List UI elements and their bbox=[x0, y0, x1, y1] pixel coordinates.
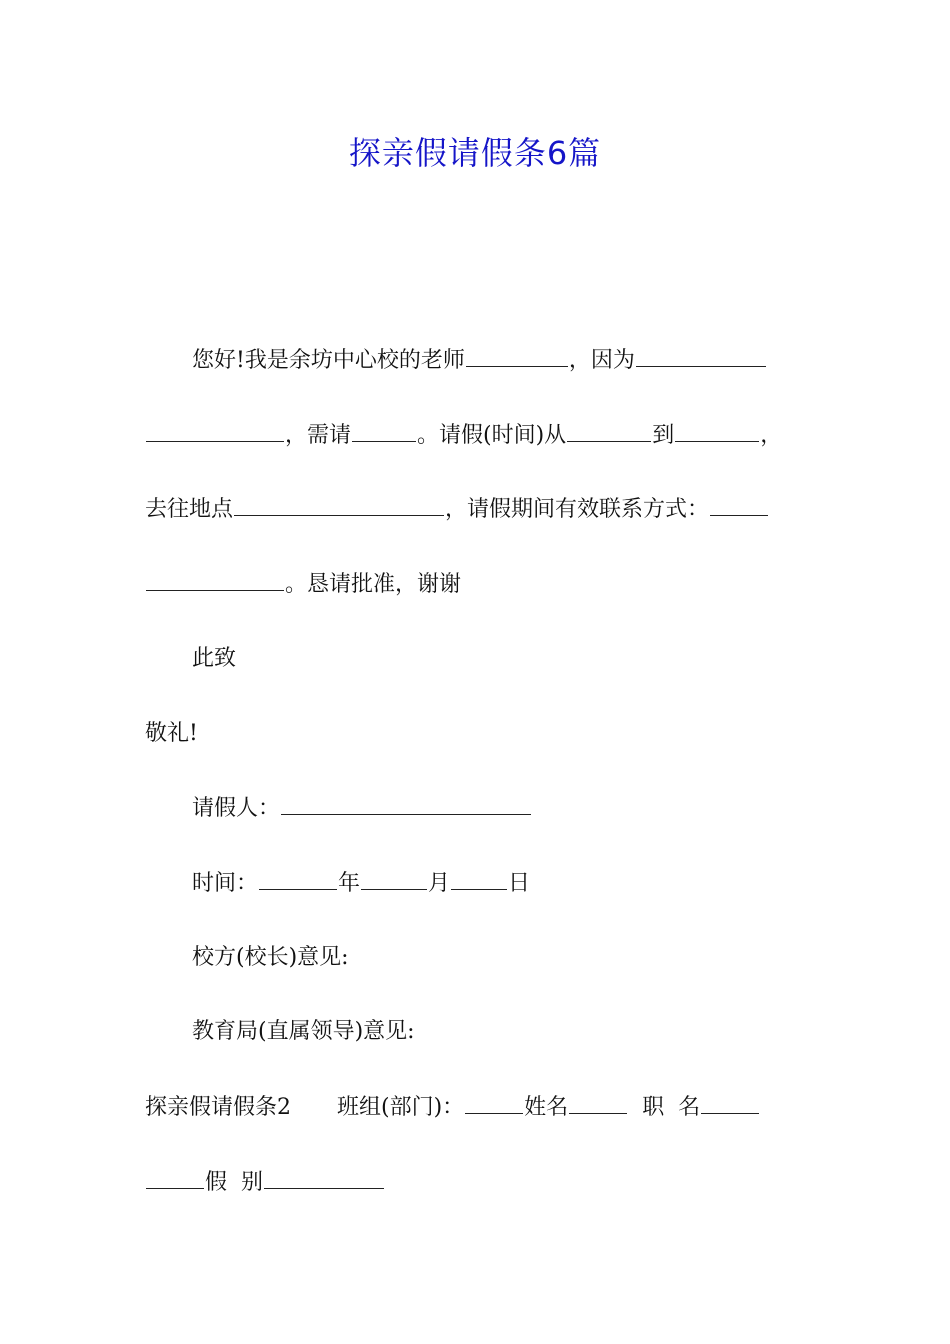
month-blank bbox=[361, 865, 427, 890]
time-label: 时间： bbox=[192, 871, 259, 896]
section-2-heading: 探亲假请假条2 bbox=[145, 1095, 291, 1120]
day-blank bbox=[451, 865, 507, 890]
contact-blank bbox=[710, 491, 768, 516]
comma-text: ， bbox=[760, 423, 783, 448]
contact-label: ，请假期间有效联系方式： bbox=[445, 497, 710, 522]
school-opinion-label: 校方(校长)意见: bbox=[192, 945, 349, 970]
position-blank-cont bbox=[146, 1164, 204, 1189]
letter-line-1 bbox=[192, 342, 872, 379]
bureau-opinion-label: 教育局(直属领导)意见: bbox=[192, 1019, 415, 1044]
year-label: 年 bbox=[338, 871, 361, 896]
applicant-line bbox=[192, 790, 872, 827]
position-label: 职 名 bbox=[642, 1095, 701, 1120]
closing-text: 此致 bbox=[192, 646, 237, 671]
letter-line-3 bbox=[145, 491, 825, 528]
applicant-label: 请假人： bbox=[192, 796, 281, 821]
start-date-blank bbox=[567, 417, 651, 442]
section-2-line-1 bbox=[145, 1089, 825, 1126]
leave-type-blank bbox=[264, 1164, 384, 1189]
from-label: 。请假(时间)从 bbox=[417, 423, 567, 448]
contact-blank-cont bbox=[146, 566, 284, 591]
destination-label: 去往地点 bbox=[145, 497, 234, 522]
dept-label: 班组(部门)： bbox=[337, 1095, 465, 1120]
year-blank bbox=[259, 865, 337, 890]
leave-type-label: 假 别 bbox=[205, 1170, 263, 1195]
letter-line-4 bbox=[145, 566, 825, 603]
dept-blank bbox=[465, 1089, 523, 1114]
salute-text: 敬礼! bbox=[145, 721, 198, 746]
applicant-blank bbox=[281, 790, 531, 815]
position-blank bbox=[701, 1089, 759, 1114]
end-date-blank bbox=[675, 417, 759, 442]
to-label: 到 bbox=[652, 423, 675, 448]
name-label: 姓名 bbox=[524, 1095, 569, 1120]
request-text: 。恳请批准，谢谢 bbox=[285, 572, 462, 597]
destination-blank bbox=[234, 491, 444, 516]
letter-line-2 bbox=[145, 417, 825, 454]
section-2-line-2 bbox=[145, 1164, 825, 1201]
days-blank bbox=[352, 417, 416, 442]
need-label: ，需请 bbox=[285, 423, 352, 448]
name-blank bbox=[569, 1089, 627, 1114]
day-label: 日 bbox=[508, 871, 531, 896]
teacher-name-blank bbox=[466, 342, 568, 367]
month-label: 月 bbox=[428, 871, 451, 896]
document-title: 探亲假请假条6篇 bbox=[348, 134, 602, 172]
reason-blank bbox=[636, 342, 766, 367]
date-line bbox=[192, 865, 872, 902]
reason-blank-cont bbox=[146, 417, 284, 442]
greeting-text: 您好!我是余坊中心校的老师 bbox=[192, 348, 465, 373]
reason-label: ，因为 bbox=[568, 348, 635, 373]
